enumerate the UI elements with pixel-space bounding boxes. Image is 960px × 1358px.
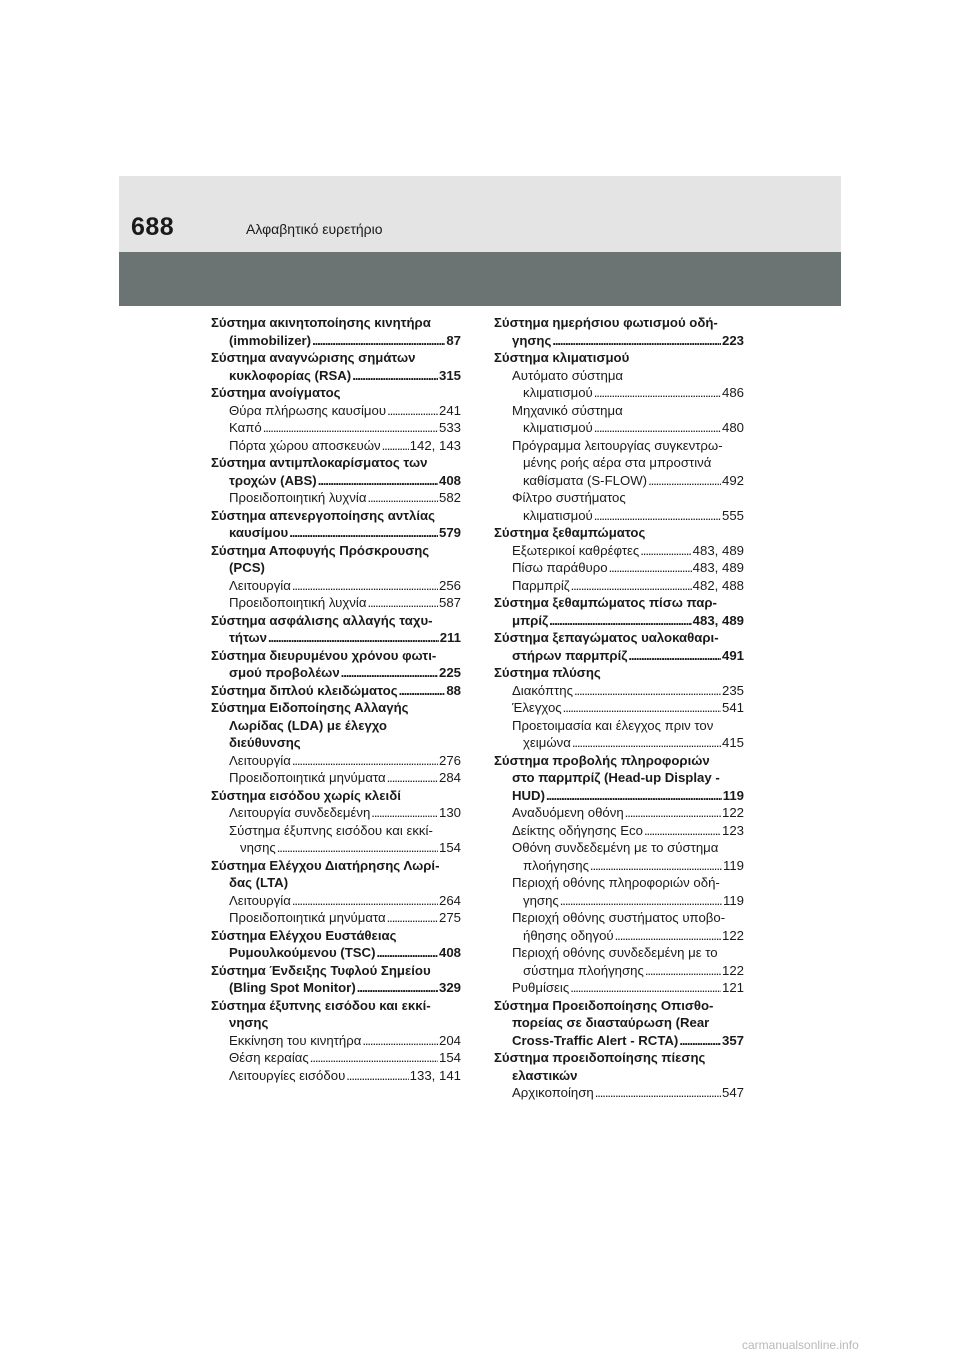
dot-leader: [644, 822, 721, 840]
index-entry-text: (immobilizer): [229, 332, 312, 348]
dot-leader: [594, 419, 721, 437]
index-entry-pages: 235: [721, 682, 744, 698]
index-entry-pages: 482, 488: [692, 577, 744, 593]
dot-leader: [595, 1084, 721, 1102]
index-entry-pages: 121: [721, 980, 744, 995]
index-entry-pages: 480: [721, 420, 744, 435]
index-entry-text: καυσίμου: [229, 525, 289, 540]
index-entry-pages: 533: [438, 420, 461, 435]
index-entry-pages: 154: [438, 840, 461, 855]
index-entry-text: Σύστημα προβολής πληροφοριών: [494, 752, 710, 768]
index-entry-text: Cross-Traffic Alert - RCTA): [512, 1032, 679, 1048]
dot-leader: [382, 437, 409, 455]
index-entry-pages: 582: [438, 490, 461, 505]
index-entry-pages: 276: [438, 752, 461, 768]
index-entry-text: Σύστημα Προειδοποίησης Οπισθο-: [494, 997, 714, 1013]
index-entry: [211, 752, 461, 770]
index-entry-text: Λωρίδας (LDA) με έλεγχο: [229, 717, 387, 733]
index-entry: [211, 822, 461, 857]
index-entry: [494, 664, 744, 682]
index-entry-pages: 130: [438, 805, 461, 820]
index-entry-text: Σύστημα εισόδου χωρίς κλειδί: [211, 787, 401, 803]
index-entry-pages: 275: [438, 910, 461, 925]
index-entry: [494, 752, 744, 805]
index-entry-text: κλιματισμού: [523, 420, 593, 435]
index-entry: [211, 699, 461, 752]
index-entry: [494, 1084, 744, 1102]
index-entry-text: Εξωτερικοί καθρέφτες: [512, 542, 640, 558]
index-entry: [211, 384, 461, 402]
index-entry-pages: 256: [438, 577, 461, 593]
index-entry: [494, 402, 744, 437]
index-entry-text: Λειτουργία: [229, 752, 291, 768]
dot-leader: [552, 332, 721, 350]
index-entry: [211, 542, 461, 577]
index-entry: [211, 507, 461, 542]
index-entry: [211, 419, 461, 437]
index-entry-text: Σύστημα ανοίγματος: [211, 385, 341, 400]
index-entry: [494, 944, 744, 979]
index-entry: [494, 874, 744, 909]
index-column-right: [494, 314, 744, 1102]
index-entry-text: Λειτουργίες εισόδου: [229, 1067, 346, 1083]
index-entry: [494, 524, 744, 542]
dot-leader: [292, 577, 438, 595]
index-entry-text: ελαστικών: [512, 1067, 578, 1083]
index-entry-text: Πρόγραμμα λειτουργίας συγκεντρω-: [512, 437, 723, 453]
dot-leader: [560, 892, 722, 910]
index-entry: [211, 1032, 461, 1050]
dot-leader: [376, 944, 438, 962]
dot-leader: [367, 489, 438, 507]
index-entry-text: Οθόνη συνδεδεμένη με το σύστημα: [512, 840, 719, 855]
dot-leader: [399, 682, 446, 700]
index-entry-text: καθίσματα (S-FLOW): [523, 472, 648, 488]
dot-leader: [679, 1032, 721, 1050]
index-entry-text: Ρυμουλκούμενου (TSC): [229, 945, 376, 960]
index-entry-text: Σύστημα ημερήσιου φωτισμού οδή-: [494, 315, 718, 330]
index-entry-text: Αυτόματο σύστημα: [512, 367, 624, 383]
index-entry: [494, 804, 744, 822]
index-entry-text: Σύστημα Ένδειξης Τυφλού Σημείου: [211, 962, 431, 978]
index-entry-text: Καπό: [229, 420, 262, 435]
header-band: [119, 176, 841, 252]
index-entry: [494, 839, 744, 874]
index-entry-text: νησης: [240, 840, 276, 855]
index-entry-text: Ρυθμίσεις: [512, 980, 570, 995]
index-entry-text: Έλεγχος: [512, 700, 562, 715]
index-entry: [211, 1067, 461, 1085]
index-entry-text: Σύστημα απενεργοποίησης αντλίας: [211, 507, 436, 523]
index-entry-text: μένης ροής αέρα στα μπροστινά: [523, 455, 712, 470]
index-entry-text: Προειδοποιητική λυχνία: [229, 490, 367, 505]
dot-leader: [609, 559, 692, 577]
index-entry-pages: 329: [438, 980, 461, 995]
index-entry-text: Δείκτης οδήγησης Eco: [512, 822, 643, 838]
index-entry-pages: 211: [439, 630, 461, 645]
index-entry: [211, 909, 461, 927]
index-entry-text: στο παρμπρίζ (Head-up Display -: [512, 770, 720, 785]
index-entry: [211, 314, 461, 349]
index-entry: [494, 559, 744, 577]
index-entry-pages: 541: [721, 700, 744, 715]
dot-leader: [263, 419, 438, 437]
index-entry: [211, 682, 461, 700]
index-entry-text: Σύστημα διευρυμένου χρόνου φωτι-: [211, 647, 437, 663]
dot-leader: [571, 577, 692, 595]
section-band: [119, 252, 841, 306]
dot-leader: [594, 384, 721, 402]
index-entry-pages: 555: [721, 507, 744, 523]
index-entry: [494, 629, 744, 664]
watermark: carmanualsonline.info: [742, 1338, 859, 1352]
index-entry-pages: 579: [438, 525, 461, 540]
index-entry-text: Σύστημα ξεθαμπώματος: [494, 525, 646, 540]
index-entry-text: Σύστημα Αποφυγής Πρόσκρουσης: [211, 542, 430, 558]
page-number: 688: [131, 213, 175, 241]
index-entry-text: Λειτουργία: [229, 892, 291, 908]
index-entry-pages: 119: [722, 787, 744, 803]
dot-leader: [572, 734, 721, 752]
index-entry-text: Σύστημα ξεπαγώματος υαλοκαθαρι-: [494, 630, 719, 645]
index-entry: [211, 892, 461, 910]
dot-leader: [268, 629, 439, 647]
index-entry: [494, 979, 744, 997]
dot-leader: [648, 472, 721, 490]
index-entry-text: κυκλοφορίας (RSA): [229, 367, 352, 383]
index-entry-pages: 408: [438, 472, 461, 488]
index-entry-text: μπρίζ: [512, 612, 549, 628]
page-title: Αλφαβητικό ευρετήριο: [246, 221, 383, 237]
index-entry-pages: 415: [721, 735, 744, 750]
dot-leader: [292, 892, 438, 910]
index-entry-text: (Bling Spot Monitor): [229, 980, 356, 995]
dot-leader: [546, 787, 722, 805]
dot-leader: [574, 682, 721, 700]
index-entry-text: Παρμπρίζ: [512, 577, 570, 593]
index-entry-text: τροχών (ABS): [229, 472, 317, 488]
index-entry: [494, 909, 744, 944]
index-entry-text: Εκκίνηση του κινητήρα: [229, 1032, 362, 1048]
index-entry-text: Θέση κεραίας: [229, 1050, 309, 1065]
index-entry-text: Θύρα πλήρωσης καυσίμου: [229, 402, 387, 418]
index-entry: [211, 927, 461, 962]
index-entry: [494, 1049, 744, 1084]
dot-leader: [346, 1067, 408, 1085]
index-entry: [494, 822, 744, 840]
index-entry-pages: 315: [438, 367, 461, 383]
index-entry-pages: 122: [721, 805, 744, 820]
index-entry-text: στήρων παρμπρίζ: [512, 647, 628, 663]
index-entry: [494, 717, 744, 752]
dot-leader: [387, 769, 438, 787]
index-entry: [211, 594, 461, 612]
index-entry-text: Προετοιμασία και έλεγχος πριν τον: [512, 717, 714, 733]
index-entry-pages: 357: [721, 1032, 744, 1048]
index-entry-text: Προειδοποιητική λυχνία: [229, 595, 367, 610]
index-entry-text: Σύστημα ακινητοποίησης κινητήρα: [211, 315, 431, 330]
index-column-left: [211, 314, 461, 1084]
dot-leader: [312, 332, 445, 350]
index-entry-text: Αρχικοποίηση: [512, 1085, 594, 1100]
dot-leader: [310, 1049, 438, 1067]
index-entry-text: γησης: [523, 892, 559, 908]
dot-leader: [570, 979, 721, 997]
index-entry-pages: 408: [438, 945, 461, 960]
index-entry-pages: 491: [721, 647, 744, 663]
index-entry-text: σμού προβολέων: [229, 665, 340, 680]
index-entry-pages: 122: [721, 962, 744, 978]
index-entry-pages: 486: [721, 385, 744, 400]
index-entry-pages: 264: [438, 892, 461, 908]
dot-leader: [292, 752, 438, 770]
index-entry: [494, 367, 744, 402]
index-entry-text: Σύστημα έξυπνης εισόδου και εκκί-: [211, 997, 431, 1013]
index-entry-pages: 122: [721, 927, 744, 943]
dot-leader: [289, 524, 438, 542]
index-entry-pages: 492: [721, 472, 744, 488]
index-entry: [211, 349, 461, 384]
index-entry: [211, 962, 461, 997]
index-entry-text: χειμώνα: [523, 735, 571, 750]
dot-leader: [563, 699, 721, 717]
index-entry-text: πορείας σε διασταύρωση (Rear: [512, 1015, 710, 1030]
index-entry-text: σύστημα πλοήγησης: [523, 962, 644, 978]
index-entry-pages: 204: [438, 1032, 461, 1048]
index-entry-text: τήτων: [229, 630, 267, 645]
index-entry-text: Προειδοποιητικά μηνύματα: [229, 910, 386, 925]
dot-leader: [352, 367, 438, 385]
index-entry: [211, 769, 461, 787]
index-entry-pages: 483, 489: [692, 542, 744, 558]
index-entry-text: Σύστημα αναγνώρισης σημάτων: [211, 350, 416, 365]
index-entry: [211, 647, 461, 682]
index-entry-pages: 154: [438, 1050, 461, 1065]
dot-leader: [277, 839, 438, 857]
index-entry-text: Λειτουργία: [229, 577, 291, 593]
index-entry-pages: 587: [438, 595, 461, 610]
index-entry: [211, 857, 461, 892]
index-entry: [494, 489, 744, 524]
index-entry: [494, 594, 744, 629]
index-entry: [494, 314, 744, 349]
dot-leader: [549, 612, 692, 630]
index-entry-text: Πόρτα χώρου αποσκευών: [229, 437, 381, 453]
index-entry-text: κλιματισμού: [523, 507, 593, 523]
index-entry-pages: 225: [438, 665, 461, 680]
index-entry-pages: 88: [446, 682, 461, 698]
index-entry-text: Σύστημα πλύσης: [494, 665, 601, 680]
index-entry: [211, 787, 461, 805]
dot-leader: [625, 804, 721, 822]
index-entry-pages: 483, 489: [692, 560, 744, 575]
index-entry-pages: 223: [721, 332, 744, 348]
index-entry: [211, 437, 461, 455]
index-entry-text: Σύστημα κλιματισμού: [494, 350, 630, 365]
index-entry: [494, 349, 744, 367]
index-entry-text: HUD): [512, 787, 545, 803]
index-entry-pages: 119: [722, 857, 744, 873]
index-entry-pages: 241: [438, 402, 461, 418]
index-entry-pages: 87: [446, 332, 461, 348]
index-entry-text: Σύστημα Ελέγχου Διατήρησης Λωρί-: [211, 857, 440, 873]
index-entry: [494, 542, 744, 560]
index-entry-text: νησης: [229, 1015, 269, 1030]
dot-leader: [590, 857, 722, 875]
index-entry-text: Λειτουργία συνδεδεμένη: [229, 805, 371, 820]
dot-leader: [362, 1032, 438, 1050]
dot-leader: [640, 542, 691, 560]
index-entry: [211, 804, 461, 822]
index-entry: [494, 682, 744, 700]
dot-leader: [341, 664, 438, 682]
index-entry: [211, 1049, 461, 1067]
index-entry-pages: 284: [438, 770, 461, 785]
index-entry-text: Σύστημα έξυπνης εισόδου και εκκί-: [229, 822, 433, 838]
dot-leader: [371, 804, 438, 822]
dot-leader: [594, 507, 721, 525]
index-entry: [494, 997, 744, 1050]
index-entry-pages: 123: [721, 822, 744, 838]
dot-leader: [615, 927, 721, 945]
index-entry: [211, 577, 461, 595]
dot-leader: [387, 402, 438, 420]
index-entry: [494, 699, 744, 717]
index-entry-text: Σύστημα ξεθαμπώματος πίσω παρ-: [494, 595, 717, 610]
index-entry-text: πλοήγησης: [523, 857, 589, 873]
dot-leader: [357, 979, 438, 997]
index-entry-text: Μηχανικό σύστημα: [512, 402, 623, 418]
index-entry-text: διεύθυνσης: [229, 735, 301, 750]
index-entry: [211, 489, 461, 507]
index-entry: [494, 577, 744, 595]
index-entry-pages: 133, 141: [409, 1067, 461, 1083]
index-entry-text: Σύστημα διπλού κλειδώματος: [211, 682, 398, 698]
index-entry-text: Περιοχή οθόνης πληροφοριών οδή-: [512, 875, 720, 890]
index-entry-text: Σύστημα αντιμπλοκαρίσματος των: [211, 455, 428, 470]
index-entry-text: Διακόπτης: [512, 682, 573, 698]
index-entry-text: γησης: [512, 332, 552, 348]
index-entry-text: Προειδοποιητικά μηνύματα: [229, 770, 386, 785]
dot-leader: [645, 962, 721, 980]
index-entry: [211, 454, 461, 489]
dot-leader: [387, 909, 438, 927]
index-entry-pages: 142, 143: [409, 437, 461, 453]
dot-leader: [367, 594, 438, 612]
index-entry-text: Πίσω παράθυρο: [512, 560, 608, 575]
index-entry-text: Περιοχή οθόνης συνδεδεμένη με το: [512, 945, 718, 960]
dot-leader: [318, 472, 438, 490]
index-entry-text: ήθησης οδηγού: [523, 927, 614, 943]
index-entry-pages: 119: [722, 892, 744, 908]
index-entry-pages: 547: [721, 1085, 744, 1100]
index-entry: [211, 997, 461, 1032]
index-entry: [494, 437, 744, 490]
index-entry-text: δας (LTA): [229, 875, 289, 890]
index-entry-text: Φίλτρο συστήματος: [512, 490, 626, 505]
index-entry-text: Αναδυόμενη οθόνη: [512, 805, 624, 820]
index-entry-text: Περιοχή οθόνης συστήματος υποβο-: [512, 910, 726, 925]
index-entry-text: κλιματισμού: [523, 385, 593, 400]
index-entry-text: Σύστημα Ελέγχου Ευστάθειας: [211, 927, 397, 943]
index-entry: [211, 612, 461, 647]
index-entry-pages: 483, 489: [692, 612, 744, 628]
dot-leader: [628, 647, 721, 665]
index-entry-text: (PCS): [229, 560, 265, 575]
index-entry: [211, 402, 461, 420]
index-entry-text: Σύστημα ασφάλισης αλλαγής ταχυ-: [211, 612, 433, 628]
index-entry-text: Σύστημα προειδοποίησης πίεσης: [494, 1050, 706, 1065]
index-entry-text: Σύστημα Ειδοποίησης Αλλαγής: [211, 700, 409, 715]
